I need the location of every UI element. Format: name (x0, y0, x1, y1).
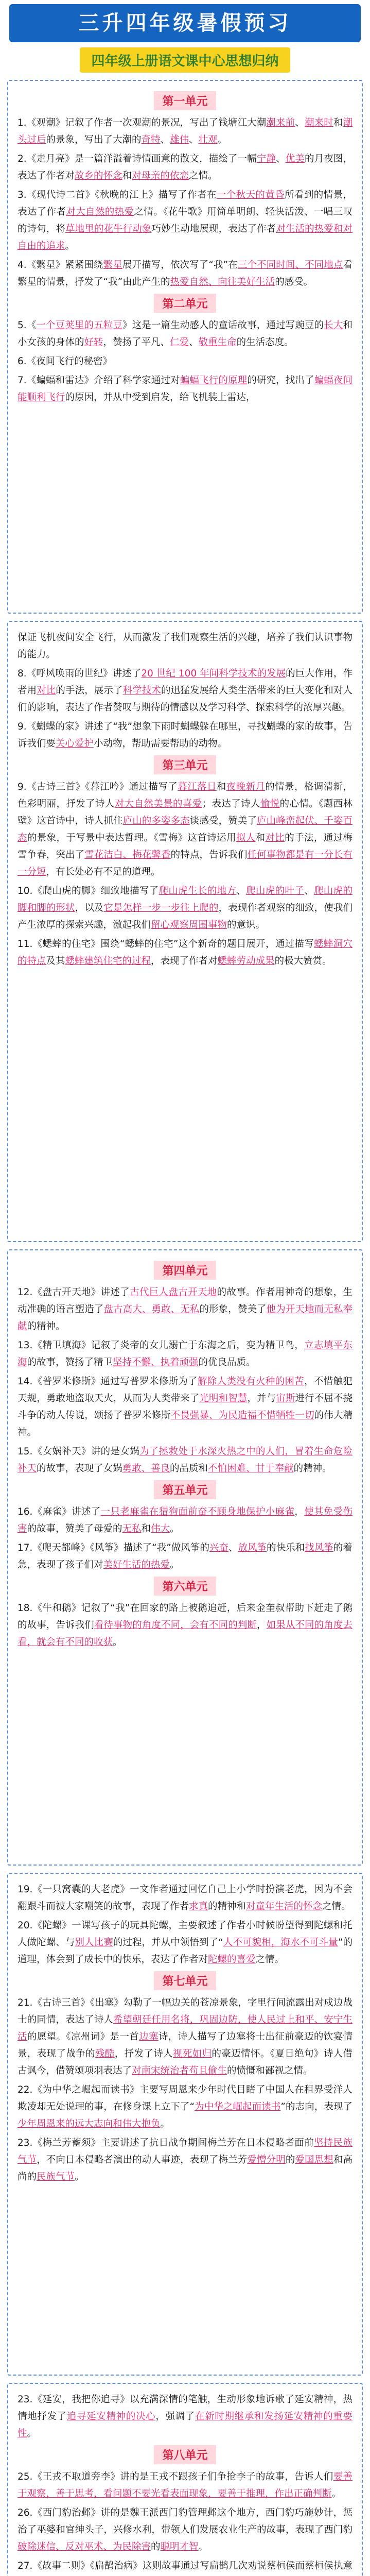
lesson-summary (17, 353, 353, 370)
text-segment: 》这是一篇生动感人的童话故事，通过写豌豆的 (122, 320, 324, 331)
text-segment: 3.《现代诗二首》《秋晚的江上》描写了作者在 (17, 190, 217, 200)
lesson-summary (17, 2468, 353, 2502)
text-segment: 的形象，赞美了 (199, 1304, 267, 1315)
text-segment: 的感受。 (275, 277, 313, 287)
text-segment: ，以及 (75, 903, 104, 913)
content-card (7, 80, 363, 614)
text-segment: 的快乐和 (267, 1543, 305, 1553)
text-segment: 之情。 (322, 1901, 351, 1912)
text-segment: 。 (160, 2119, 170, 2129)
text-segment: 1.《观潮》记叙了作者一次观潮的景况，写出了钱塘江大潮 (17, 117, 267, 128)
page-subtitle: 四年级上册语文课中心思想归纳 (80, 47, 290, 73)
lesson-summary (17, 1881, 353, 1915)
highlighted-phrase: 任何事物都是有一分长有一分短 (17, 850, 353, 877)
text-segment: 的 (285, 2155, 295, 2165)
unit-heading (17, 91, 353, 110)
unit-heading (17, 1480, 353, 1499)
text-segment: 的极大赞赏。 (274, 956, 332, 967)
lesson-summary (17, 2504, 353, 2555)
text-segment: 。 (113, 1637, 122, 1648)
text-segment: 的愿望。《凉州词》是一首 (27, 2031, 139, 2042)
lesson-summary (17, 1373, 353, 1441)
text-segment: 、 (189, 134, 199, 145)
highlighted-phrase: 潮来时 (304, 117, 333, 128)
lesson-summary (17, 1284, 353, 1335)
highlighted-phrase: 破除迷信、反对巫术、为民除害 (17, 2541, 151, 2552)
highlighted-phrase: 别人比赛 (75, 1937, 113, 1948)
highlighted-phrase: 伟大 (151, 1523, 170, 1534)
text-segment: 的愤慨和鄙视之情。 (227, 2065, 313, 2076)
text-segment: 2.《走月亮》是一篇洋溢着诗情画意的散文，描绘了一幅 (17, 154, 257, 164)
text-segment: 21.《古诗三首》《出塞》勾勒了一幅边关的苍凉景象，字里行间流露出对戍边战士的同情，表达了诗人 (17, 1997, 353, 2025)
highlighted-phrase: 爬山虎生长的地方 (158, 886, 237, 896)
lesson-summary (17, 718, 353, 752)
highlighted-phrase: 好转 (84, 337, 103, 348)
subtitle-banner (7, 47, 363, 73)
text-segment: 。 (75, 2172, 84, 2182)
text-segment: ， (294, 1506, 305, 1517)
text-segment: ，不惜触犯天规，勇敢地盗取天火，从而为人类带来了 (17, 1376, 353, 1404)
text-segment: 和小女孩的身体的 (17, 320, 353, 348)
highlighted-phrase: 人不可貌相，海水不可斗量 (223, 1937, 338, 1948)
lesson-summary (17, 257, 353, 291)
text-segment: ；表达了诗人 (202, 799, 260, 809)
text-segment: 25.《王戎不取道旁李》讲的是王戎不跟孩子们争抢李子的故事，告诉人们 (17, 2471, 333, 2482)
text-segment: 、 (236, 886, 246, 896)
highlighted-phrase: 宙斯 (276, 1393, 295, 1404)
highlighted-phrase: 潮头过后 (17, 117, 353, 145)
text-segment: 的景象，于写景中表达哲理。《雪梅》这首诗运用 (27, 833, 236, 843)
text-segment: ，强调了 (155, 2411, 195, 2422)
highlighted-phrase: 坚持民族气节 (17, 2138, 353, 2165)
highlighted-phrase: 庐山峰峦起伏、千姿百态 (17, 816, 353, 843)
lesson-summary (17, 187, 353, 255)
lesson-summary (17, 1539, 353, 1573)
text-segment: 9.《蝴蝶的家》讲述了“我”想象下雨时蝴蝶躲在哪里，寻找蝴蝶的家的故事，告诉我们要 (17, 721, 353, 749)
text-segment: 27.《故事二则》《扁鹊治病》这则故事通过写扁鹊几次劝说蔡桓侯而蔡桓侯执意 (17, 2561, 353, 2571)
highlighted-phrase: 三个不同时间、不同地点 (237, 260, 343, 270)
highlighted-phrase: 找风筝 (305, 1543, 333, 1553)
highlighted-phrase: 对大自然的热爱 (66, 207, 134, 217)
text-segment: ，有长处必有不足的道理。 (46, 867, 161, 877)
text-segment: 的研究，找出了 (247, 375, 314, 386)
text-segment: 7.《蝙蝠和雷达》介绍了科学家通过对 (17, 375, 180, 386)
unit-heading (17, 1261, 353, 1280)
unit-heading-label: 第六单元 (154, 1577, 216, 1596)
text-segment: 的精神。 (293, 1463, 332, 1474)
highlighted-phrase: 雄伟 (170, 134, 189, 145)
text-segment: 小动物，帮助需要帮助的动物。 (94, 738, 227, 749)
text-segment: 9.《古诗三首》《暮江吟》通过描写了 (17, 782, 178, 792)
text-segment: 的伟大精神。 (17, 1410, 353, 1438)
highlighted-phrase: 留心观察周围事物 (151, 920, 227, 930)
unit-heading (17, 2445, 353, 2464)
text-segment: 的着急，表现了孩子们对 (17, 1543, 353, 1570)
lesson-summary (17, 317, 353, 351)
unit-heading (17, 294, 353, 313)
text-segment: 、 (276, 154, 286, 164)
text-segment: 的优良品质。 (198, 1357, 256, 1368)
text-segment: 19.《一只窝囊的大老虎》一文作者通过回忆自己上小学时扮演老虎，因为不会翻跟斗而被大家嘲笑的故事，表现了作者 (17, 1884, 353, 1912)
text-segment: 的景象，写出了大潮的 (46, 134, 142, 145)
text-segment: 22.《为中华之崛起而读书》主要写周恩来少年时代目睹了中国人在租界受洋人欺凌却无处说理的事，在修身课上立下了“ (17, 2084, 353, 2112)
text-segment: 的迅猛发展给人类生活带来的巨大变化和对人们的影响，表达了作者赞叹与期待的情感以及学习科学、探索科学的浓厚兴趣。 (17, 685, 353, 713)
highlighted-phrase: 庐山的多姿多态 (122, 816, 190, 826)
text-segment: 的故事，赞扬了精卫 (27, 1357, 113, 1368)
highlighted-phrase: 壮观 (198, 134, 218, 145)
lesson-summary (17, 1503, 353, 1537)
text-segment: 10.《爬山虎的脚》细致地描写了 (17, 886, 159, 896)
highlighted-phrase: 雪花洁白、梅花馨香 (84, 850, 171, 860)
highlighted-phrase: 敬重生命 (198, 337, 237, 348)
content-card (7, 2383, 363, 2576)
highlighted-phrase: 民族气节 (37, 2172, 75, 2182)
highlighted-phrase: 勇敢、善良 (122, 1463, 170, 1474)
text-segment: ，表现了作者对 (151, 956, 218, 967)
lesson-summary (17, 883, 353, 934)
lesson-summary (17, 1443, 353, 1477)
text-segment: 的故事，赞美了母爱的 (27, 1523, 122, 1534)
unit-heading-label: 第二单元 (154, 294, 216, 313)
highlighted-phrase: 放风筝 (238, 1543, 267, 1553)
highlighted-phrase: 科学技术 (122, 685, 162, 696)
text-segment: 18.《牛和鹅》记叙了“我”在回家的路上被鹅追赶，后来金奎叔帮助下赶走了鹅的故事，告诉我们 (17, 1603, 353, 1631)
text-segment: 26.《西门豹治邺》讲的是魏王派西门豹管理邺这个地方，西门豹巧施妙计，惩治了巫婆和官绅头子，兴修水利，带领人们发展农业生产的故事，表现了西门豹 (17, 2507, 353, 2535)
text-segment: 12.《盘古开天地》讲述了 (17, 1287, 130, 1298)
text-segment: 20.《陀螺》一课写孩子的玩具陀螺，主要叙述了作者小时候盼望得到陀螺和托人做陀螺、与 (17, 1920, 353, 1948)
text-segment: 的生活态度。 (236, 337, 294, 348)
highlighted-phrase: 为中华之崛起而读书 (195, 2102, 281, 2112)
highlighted-phrase: 如果从不同的角度去看，就会有不同的收获 (17, 1620, 353, 1648)
highlighted-phrase: 少年周恩来的远大志向和伟大抱负 (17, 2119, 161, 2129)
highlighted-phrase: 使其免受伤害 (17, 1506, 353, 1534)
text-segment: 和高尚的 (17, 2155, 353, 2182)
text-segment: 巧妙生动地展现，表达了作者 (151, 224, 276, 234)
text-segment: 、 (160, 134, 170, 145)
highlighted-phrase: 爬山虎的叶子 (246, 886, 305, 896)
highlighted-phrase: 对比 (265, 833, 285, 843)
text-segment: 的手法，展示了 (56, 685, 123, 696)
highlighted-phrase: 宁静 (256, 154, 276, 164)
lesson-summary (17, 665, 353, 716)
lesson-summary (17, 936, 353, 970)
highlighted-phrase: 光明和智慧 (199, 1393, 248, 1404)
text-segment: 进行不屈不挠斗争的动人传说，颂扬了普罗米修斯 (17, 1393, 353, 1421)
text-segment: 、 (295, 117, 305, 128)
text-segment: 16.《麻雀》讲述了 (17, 1506, 101, 1517)
lesson-summary (17, 372, 353, 406)
highlighted-phrase: 暮江落日 (178, 782, 217, 792)
text-segment: 的月夜图，表达了作者对 (17, 154, 353, 181)
unit-heading-label: 第八单元 (154, 2445, 216, 2464)
text-segment: 的豪迈情怀。《夏日绝句》诗人借古讽今，借赞颂项羽表达了 (17, 2048, 353, 2076)
highlighted-phrase: 奇特 (141, 134, 161, 145)
text-segment: 23.《梅兰芳蓄须》主要讲述了抗日战争期间梅兰芳在日本侵略者面前 (17, 2138, 314, 2148)
highlighted-phrase: 对大自然美景的喜爱 (114, 799, 202, 809)
content-card (7, 621, 363, 1242)
lesson-summary (17, 1600, 353, 1651)
text-segment: 的 (151, 2541, 161, 2552)
text-segment: 及其 (46, 956, 65, 967)
lesson-summary (17, 1337, 353, 1371)
lesson-summary (17, 629, 353, 663)
highlighted-phrase: 夜晚新月 (226, 782, 266, 792)
text-segment: 4.《繁星》紧紧围绕 (17, 260, 103, 270)
text-segment: 、 (189, 337, 199, 348)
unit-heading (17, 755, 353, 774)
content-card (7, 1249, 363, 1866)
text-segment: 17.《爬天都峰》《风筝》描述了“我”做风筝的 (17, 1543, 209, 1553)
text-segment: 和 (141, 1523, 151, 1534)
text-segment: 的品质和 (170, 1463, 208, 1474)
highlighted-phrase: 求真 (189, 1901, 208, 1912)
text-segment: ，抒发了诗人 (114, 2048, 173, 2059)
highlighted-phrase: 美好生活的热爱 (103, 1560, 170, 1570)
text-segment: ，表现作者观察的细致，使我们产生浓厚的探索兴趣，激起我们 (17, 903, 353, 930)
highlighted-phrase: 追寻延安精神的决心 (66, 2411, 156, 2422)
highlighted-phrase: 他为开天地而无私奉献 (17, 1304, 353, 1332)
text-segment: 所看到的情景，表达了作者 (17, 190, 353, 217)
text-segment: 的手法，通过梅雪争春，突出了 (17, 833, 353, 860)
highlighted-phrase: 视死如归 (172, 2048, 212, 2059)
lesson-summary (17, 2134, 353, 2185)
content-card (7, 1873, 363, 2376)
text-segment: 展开描写，依次写了“我”在 (122, 260, 238, 270)
highlighted-phrase: 边塞 (139, 2031, 158, 2042)
highlighted-phrase: 蝙蝠夜间能顺利飞行 (17, 375, 353, 403)
text-segment: 。 (331, 2488, 342, 2499)
text-segment: 。 (65, 241, 75, 251)
lesson-summary (17, 114, 353, 148)
text-segment: 。 (217, 134, 227, 145)
highlighted-phrase: 希望朝廷任用名将，巩固边防，使人民过上和平、安宁生活 (17, 2014, 353, 2042)
lesson-summary (17, 1994, 353, 2079)
text-segment: 和 (216, 782, 226, 792)
highlighted-phrase: 聪明才智 (160, 2541, 199, 2552)
highlighted-phrase: 爬山虎的脚和脚的形状 (17, 886, 353, 913)
highlighted-phrase: 盘古高大、勇敢、无私 (103, 1304, 200, 1315)
highlighted-phrase: 为了拯救处于水深火热之中的人们，冒着生命危险补天 (17, 1446, 353, 1474)
highlighted-phrase: 不怕困难、甘于奉献 (208, 1463, 294, 1474)
text-segment: 的巨大作用，作者用 (17, 668, 353, 696)
highlighted-phrase: 潮来前 (266, 117, 295, 128)
text-segment: 诗，诗人描写了边塞将士出征前豪迈的饮宴情景，表现了战争的 (17, 2031, 353, 2059)
highlighted-phrase: 古代巨人盘古开天地 (130, 1287, 217, 1298)
highlighted-phrase: 陀螺的喜爱 (208, 1954, 256, 1965)
highlighted-phrase: 不畏强暴、为民造福不惜牺牲一切 (170, 1410, 314, 1421)
text-segment: 的故事。作者用神奇的想象，生动准确的语言塑造了 (17, 1287, 353, 1315)
text-segment: 和 (255, 833, 266, 843)
unit-heading-label: 第一单元 (154, 91, 216, 110)
highlighted-phrase: 解除人类没有火种的困苦 (197, 1376, 305, 1387)
text-segment: 的精神和 (208, 1901, 246, 1912)
text-segment: 5.《 (17, 320, 37, 331)
lesson-summary (17, 1917, 353, 1968)
text-segment: 的情景，格调清新，色彩明丽，抒发了诗人 (17, 782, 353, 809)
text-segment: ”的志向，表现了 (280, 2102, 353, 2112)
highlighted-phrase: 繁星 (103, 260, 122, 270)
text-segment: 的意识。 (227, 920, 266, 930)
highlighted-phrase: 无私 (122, 1523, 142, 1534)
text-segment: 23.《延安，我把你追寻》以充满深情的笔触，生动形象地诉歌了延安精神，热情地抒发了 (17, 2394, 353, 2422)
highlighted-phrase: 草地里的花牛行动象 (65, 224, 152, 234)
text-segment: 、 (304, 886, 314, 896)
text-segment: 。 (170, 1523, 180, 1534)
highlighted-phrase: 愉悦 (260, 799, 280, 809)
highlighted-phrase: 对南宋统治者苟且偷生 (132, 2065, 227, 2076)
highlighted-phrase: 对母亲的依恋 (132, 171, 189, 181)
highlighted-phrase: 蝙蝠飞行的原理 (180, 375, 248, 386)
highlighted-phrase: 对生活的热爱和对自由的追求 (17, 224, 353, 251)
lesson-summary (17, 778, 353, 880)
unit-heading-label: 第五单元 (154, 1480, 216, 1499)
highlighted-phrase: 长大 (324, 320, 343, 331)
highlighted-phrase: 看待事物的角度不同，会有不同的判断 (94, 1620, 257, 1631)
text-segment: 保证飞机夜间安全飞行，从而激发了我们观察生活的兴趣，培养了我们认识事物的能力。 (17, 632, 353, 660)
text-segment: 的心情。《题西林壁》这首诗中，诗人抓住 (17, 799, 353, 826)
text-segment: 。 (170, 1560, 180, 1570)
highlighted-phrase: 残酷 (95, 2048, 115, 2059)
highlighted-phrase: 兴奋 (209, 1543, 229, 1553)
highlighted-phrase: 拟人 (236, 833, 256, 843)
unit-heading-label: 第三单元 (154, 755, 216, 774)
highlighted-phrase: 一只老麻雀在猎狗面前奋不顾身地保护小麻雀 (100, 1506, 295, 1517)
highlighted-phrase: 它是怎样一步一步往上爬的 (103, 903, 219, 913)
text-segment: 6.《夜间飞行的秘密》 (17, 356, 113, 367)
highlighted-phrase: 一个秋天的黄昏 (216, 190, 285, 200)
text-segment: 看繁星的情景，抒发了“我”由此产生的 (17, 260, 353, 287)
highlighted-phrase: 对童年生活的怀念 (246, 1901, 323, 1912)
highlighted-phrase: 蟋蟀建筑住宅的过程 (65, 956, 151, 967)
highlighted-phrase: 故乡的怀念 (75, 171, 122, 181)
text-segment: 的特点，告诉我们 (170, 850, 248, 860)
text-segment: 和 (333, 117, 343, 128)
text-segment: ”的道理，体会到了成长中的快乐，表达了作者对 (17, 1937, 353, 1965)
text-segment: 的原因，并从中受到启发，给飞机装上雷达， (65, 392, 256, 403)
text-segment: 的过程，并从中领悟到了“ (113, 1937, 223, 1948)
lesson-summary (17, 150, 353, 184)
highlighted-phrase: 在新时期继承和发扬延安精神的重要性 (17, 2411, 353, 2439)
highlighted-phrase: 一个豆荚里的五粒豆 (36, 320, 123, 331)
lesson-summary (17, 2391, 353, 2442)
text-segment: ，不向日本侵略者演出的动人事迹，表现了梅兰芳 (37, 2155, 248, 2165)
text-segment: 。 (27, 2428, 37, 2439)
highlighted-phrase: 立志填平东海 (17, 1340, 353, 1368)
highlighted-phrase: 仁爱 (170, 337, 189, 348)
highlighted-phrase: 蟋蟀洞穴的特点 (17, 939, 353, 967)
text-segment: 15.《女娲补天》讲的是女娲 (17, 1446, 139, 1457)
text-segment: 谈感受，赞美了 (189, 816, 257, 826)
unit-heading-label: 第七单元 (154, 1971, 216, 1990)
lesson-summary (17, 2081, 353, 2132)
text-segment: 的精神。 (27, 1321, 65, 1332)
highlighted-phrase: 20 世纪 100 年间科学技术的发展 (141, 668, 286, 679)
highlighted-phrase: 坚持不懈、执着顽强 (113, 1357, 199, 1368)
unit-heading-label: 第四单元 (154, 1261, 216, 1280)
text-segment: 、 (228, 1543, 238, 1553)
text-segment: 和 (122, 171, 132, 181)
text-segment: 11.《蟋蟀的住宅》围绕“蟋蟀的住宅”这个新奇的题目展开，通过描写 (17, 939, 314, 950)
highlighted-phrase: 爱国思想 (295, 2155, 333, 2165)
highlighted-phrase: 蟋蟀劳动成果 (217, 956, 275, 967)
text-segment: ，并与 (247, 1393, 276, 1404)
text-segment: ，赞扬了平凡、 (103, 337, 170, 348)
lesson-summary (17, 2557, 353, 2576)
highlighted-phrase: 关心爱护 (56, 738, 94, 749)
text-segment: 14.《普罗米修斯》通过写普罗米修斯为了 (17, 1376, 198, 1387)
text-segment: 之情。《花牛歌》用简单明朗、轻快活泼、一唱三叹的诗句，将 (17, 207, 353, 234)
highlighted-phrase: 热爱自然、向往美好生活 (170, 277, 275, 287)
text-segment: 。 (198, 2541, 208, 2552)
highlighted-phrase: 要善于观察，善于思考，看问题不要光看表面现象，要善于推理，作出正确判断 (17, 2471, 353, 2499)
highlighted-phrase: 优美 (285, 154, 305, 164)
text-segment: 13.《精卫填海》记叙了炎帝的女儿溺亡于东海之后，变为精卫鸟， (17, 1340, 305, 1351)
text-segment: 之情。 (255, 1954, 285, 1965)
text-segment: ， (257, 1620, 267, 1631)
page-title: 三升四年级暑假预习 (9, 4, 361, 42)
text-segment: 8.《呼风唤雨的世纪》讲述了 (17, 668, 142, 679)
text-segment: 的故事，表现了女娲 (37, 1463, 122, 1474)
text-segment: 之情。 (189, 171, 218, 181)
unit-heading (17, 1971, 353, 1990)
highlighted-phrase: 爱憎分明 (247, 2155, 286, 2165)
unit-heading (17, 1577, 353, 1596)
highlighted-phrase: 对比 (37, 685, 56, 696)
